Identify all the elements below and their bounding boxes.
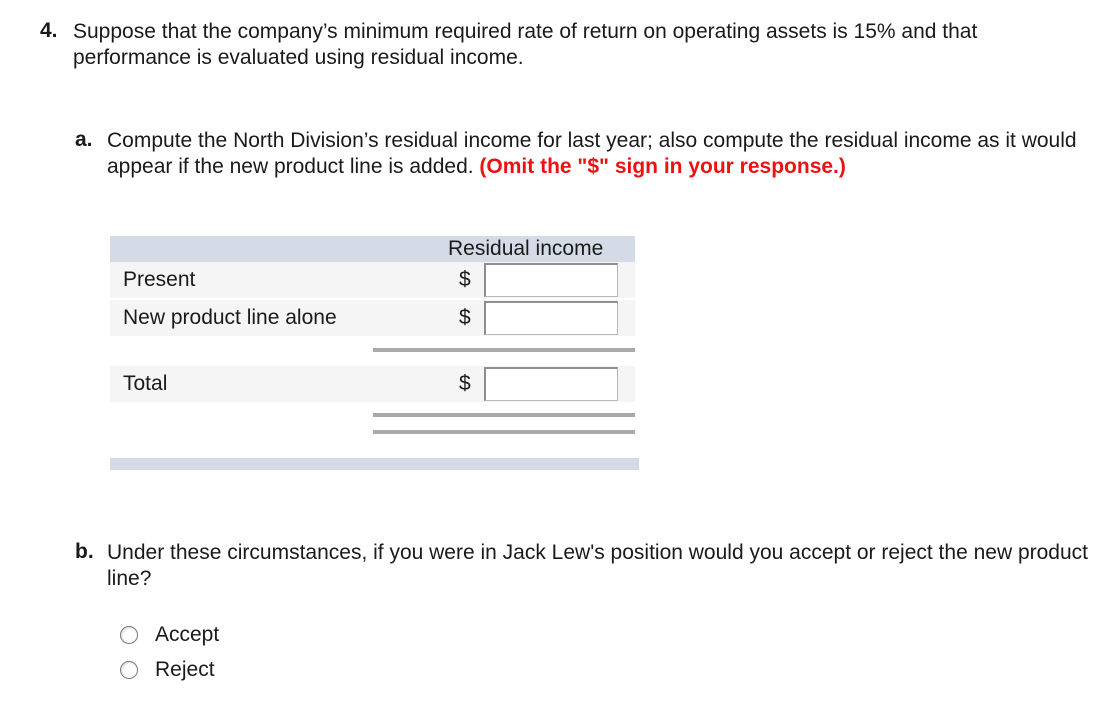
- part-a-text: [107, 128, 1102, 180]
- row-label-total: Total: [123, 372, 168, 395]
- reject-radio-button[interactable]: [120, 661, 138, 679]
- total-double-rule-top: [373, 413, 635, 417]
- present-residual-income-input[interactable]: [484, 263, 618, 297]
- row-label-present: Present: [123, 268, 196, 291]
- currency-sign: $: [459, 306, 471, 329]
- currency-sign: $: [459, 372, 471, 395]
- option-reject-label: Reject: [155, 658, 215, 681]
- option-accept[interactable]: [120, 622, 219, 648]
- question-text: Suppose that the company’s minimum required rate of return on operating assets is 15% and that performance is evaluated using residual income.: [73, 20, 978, 69]
- row-label-new-product-line: New product line alone: [123, 306, 337, 329]
- part-a-label: a.: [75, 128, 93, 151]
- total-double-rule-bottom: [373, 430, 635, 434]
- part-a-question: Compute the North Division’s residual income for last year; also compute the residual income as it would appear if the new product line is added.: [107, 129, 1077, 178]
- part-b-text: Under these circumstances, if you were in Jack Lew's position would you accept or reject the new product line?: [107, 541, 1088, 590]
- part-b-label: b.: [75, 540, 94, 563]
- option-accept-label: Accept: [155, 623, 220, 646]
- table-footer-bar: [110, 458, 639, 470]
- column-header-residual-income: Residual income: [448, 237, 604, 260]
- currency-sign: $: [459, 268, 471, 291]
- part-a-instruction: (Omit the "$" sign in your response.): [479, 155, 846, 178]
- accept-radio-button[interactable]: [120, 626, 138, 644]
- total-residual-income-input[interactable]: [484, 367, 618, 401]
- new-product-line-residual-income-input[interactable]: [484, 301, 618, 335]
- subtotal-rule: [373, 348, 635, 352]
- question-number: 4.: [40, 19, 58, 42]
- option-reject[interactable]: [120, 657, 215, 683]
